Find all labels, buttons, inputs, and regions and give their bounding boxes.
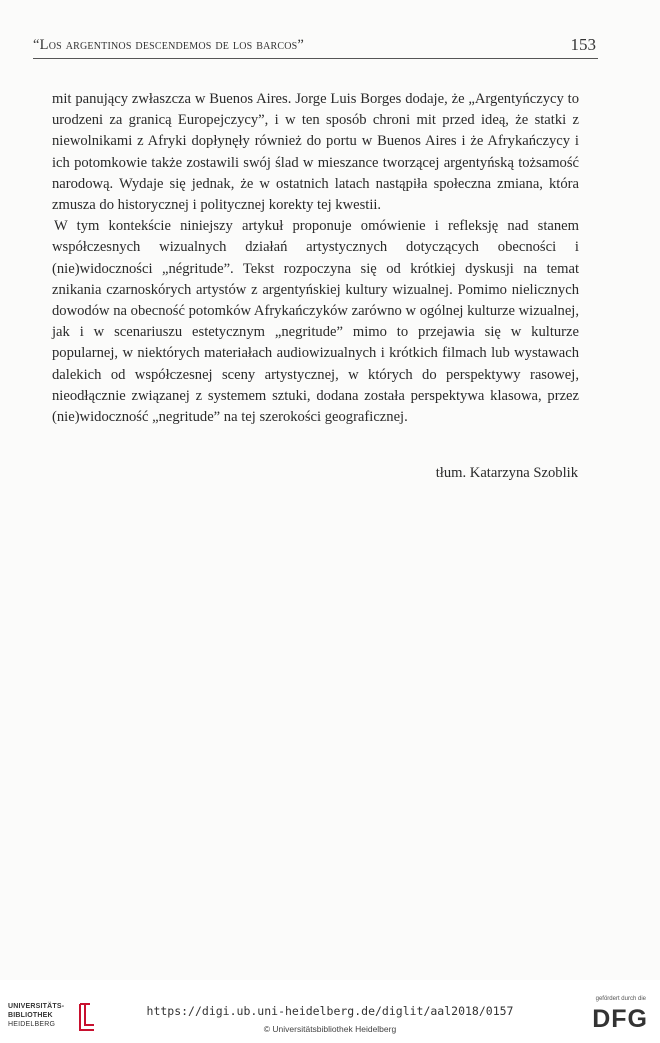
permalink-url[interactable]: https://digi.ub.uni-heidelberg.de/diglit/aal2018/0157 (146, 1004, 514, 1018)
library-name-line: UNIVERSITÄTS- (8, 1003, 65, 1010)
paragraph: W tym kontekście niniejszy artykuł proponuje omówienie i refleksję nad stanem współczesnych wizualnych działań artystycznych dotyczących obecności i (nie)widoczności „négritude”. Tekst rozpoczyna się od krótkiej dyskusji na temat znikania czarnoskórych artystów z argentyńskiej kultury wizualnej. Pomimo nielicznych dowodów na obecność potomków Afrykańczyków zarówno w ogólnej kulturze wizualnej, jak i w scenariuszu estetycznym „negritude” mimo to przejawia się w kulturze popularnej, w niektórych materiałach audiowizualnych i krótkich filmach lub wystawach dalekich od współczesnej sceny artystycznej, w których do perspektywy rasowej, nieodłącznie związanej z systemem sztuki, dodana została perspektywa klasowa, przez (nie)widoczność „negritude” na tej szerokości geograficznej. (52, 218, 579, 426)
funded-by-label: gefördert durch die (595, 996, 646, 1002)
dfg-logo-mark: DFG (592, 1005, 648, 1033)
library-name-line: HEIDELBERG (8, 1021, 56, 1028)
translator-credit: tłum. Katarzyna Szoblik (435, 465, 578, 481)
footer (0, 990, 660, 1043)
running-title: “Los argentinos descendemos de los barcos” (33, 37, 305, 53)
dfg-logo[interactable] (582, 996, 648, 1036)
paragraph: mit panujący zwłaszcza w Buenos Aires. Jorge Luis Borges dodaje, że „Argentyńczycy to urodzeni za granicą Europejczycy”, i w ten sposób chroni mit przed ideą, że statki z niewolnikami z Afryki dopłynęły również do portu w Buenos Aires i że Afrykańczycy i ich potomkowie także zostawili swój ślad w mieszance tworzącej argentyńską tożsamość narodową. Wydaje się jednak, że w ostatnich latach nastąpiła społeczna zmiana, która zmusza do historycznej i politycznej korekty tej kwestii. (52, 91, 579, 214)
page-header (33, 34, 598, 59)
page-number: 153 (570, 35, 596, 54)
copyright-notice: © Universitätsbibliothek Heidelberg (263, 1024, 397, 1034)
body-text (52, 89, 579, 428)
library-name-line: BIBLIOTHEK (8, 1012, 53, 1019)
